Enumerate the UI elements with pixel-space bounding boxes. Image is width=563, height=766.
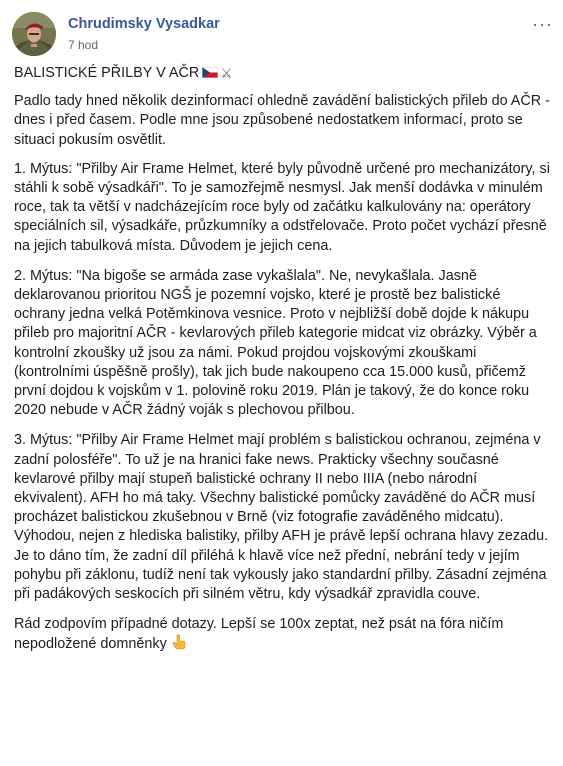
crossed-swords-icon: ⚔ [220, 65, 233, 81]
author-name[interactable]: Chrudimsky Vysadkar [68, 16, 220, 32]
czech-flag-icon [202, 67, 218, 78]
soldier-avatar-icon [12, 12, 56, 56]
more-options-icon[interactable]: ··· [532, 14, 553, 34]
closing-paragraph [14, 615, 550, 654]
myth-2-paragraph: 2. Mýtus: "Na bigoše se armáda zase vykašlala". Ne, nevykašlala. Jasně deklarovanou prioritou NGŠ je pozemní vojsko, které je prostě bez balistické ochrany jedna velká Potěmkinova vesnice. Proto v nejbližší době dojde k nákupu přileb pro majoritní AČR - kevlarových přileb kategorie midcat viz obrázky. Výběr a kontrolní zkoušky už jsou za námi. Pokud projdou vojskovými zkouškami (kontrolními úspěšně prošly), tak jich bude nakoupeno cca 15.000 kusů, přičemž první dojdou k vojskům v 1. polovině roku 2019. Plán je takový, že do konce roku 2020 nebude v AČR žádný voják s plechovou přilbou. [14, 267, 537, 419]
myth-1-paragraph: 1. Mýtus: "Přilby Air Frame Helmet, které byly původně určené pro mechanizátory, si stáhli k sobě výsadkáři". To je samozřejmě nesmysl. Jak menší dodávka v minulém roce, tak ta větší v nadcházejícím roce byly od začátku kalkulovány na: operátory speciálních sil, výsadkáře, průzkumníky a odstřelovače. Proto počet vychází přesně na jejich tabulková místa. Důvodem je jejich cena. [14, 160, 550, 254]
intro-paragraph: Padlo tady hned několik dezinformací ohledně zavádění balistických přileb do AČR - dnes i před časem. Podle mne jsou způsobené nedostatkem informací, proto se situaci pokusím osvětlit. [14, 93, 550, 148]
post-header [12, 12, 552, 56]
pointing-down-hand-icon [171, 634, 187, 650]
avatar[interactable] [12, 12, 56, 56]
post-title: BALISTICKÉ PŘILBY V AČR [14, 65, 200, 81]
myth-3-paragraph: 3. Mýtus: "Přilby Air Frame Helmet mají problém s balistickou ochranou, zejména v zadní polosféře". To už je na hranici fake news. Prakticky všechny současné kevlarové přilby mají stupeň balistické ochrany II nebo IIIA (nebo národní ekvivalent). AFH ho má taky. Všechny balistické pomůcky zaváděné do AČR musí procházet balistickou zkušebnou v Brně (viz fotografie zaváděného midcatu). Výhodou, nejen z hlediska balistiky, přilby AFH je právě lepší ochrana hlavy zezadu. Je to dáno tím, že zadní díl přiléhá k hlavě více než přední, nebrání tedy v jejím pohybu při záklonu, tudíž není tak vykously jako standardní přilby. Zásadní zejména při padákových seskocích při silném větru, kdy výsadkář zpravidla couve. [14, 432, 549, 603]
post-title-line [14, 64, 550, 83]
post-content [14, 64, 550, 665]
closing-text: Rád zodpovím případné dotazy. Lepší se 100x zeptat, než psát na fóra ničím nepodložené domněnky [14, 616, 504, 653]
post-timestamp[interactable]: 7 hod [68, 38, 99, 52]
